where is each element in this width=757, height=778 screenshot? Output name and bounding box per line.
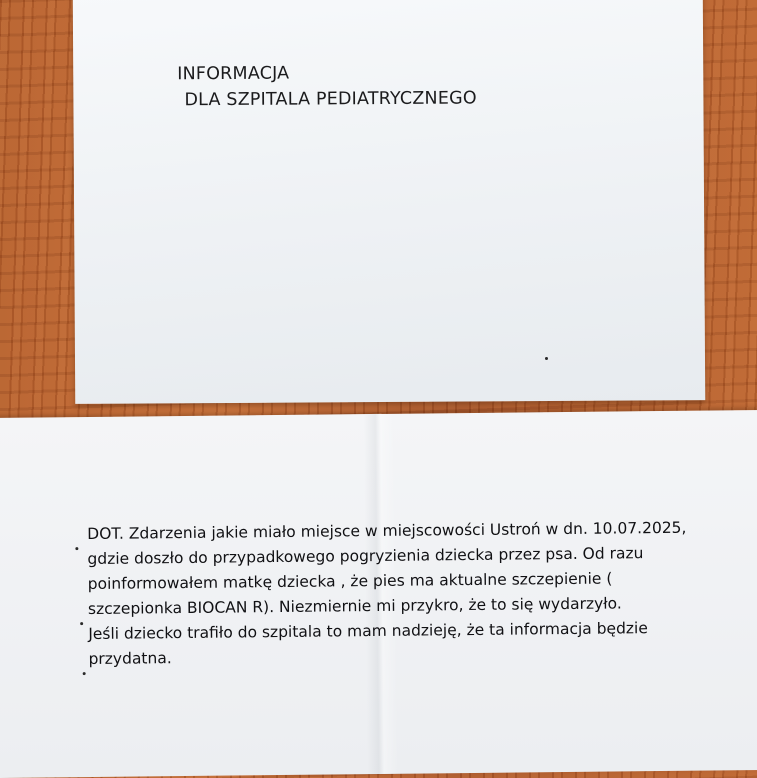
- heading-line-2: DLA SZPITALA PEDIATRYCZNEGO: [184, 88, 477, 111]
- paper-speck: [75, 547, 78, 550]
- bottom-paper-sheet: [0, 410, 757, 778]
- paper-speck: [80, 622, 83, 625]
- top-paper-sheet: [73, 0, 706, 404]
- paper-speck: [545, 357, 548, 360]
- paper-speck: [83, 672, 86, 675]
- notice-paragraph-1: DOT. Zdarzenia jakie miało miejsce w miejscowości Ustroń w dn. 10.07.2025, gdzie doszło do przypadkowego pogryzienia dziecka przez psa. Od razu poinformowałem matkę dziecka , że pies ma aktualne szczepienie ( szczepionka BIOCAN R). Niezmiernie mi przykro, że to się wydarzyło.: [87, 518, 687, 619]
- document-heading: [177, 59, 477, 113]
- notice-body: [87, 516, 699, 672]
- heading-line-1: INFORMACJA: [177, 63, 290, 85]
- notice-paragraph-2: Jeśli dziecko trafiło do szpitala to mam nadzieję, że ta informacja będzie przydatna.: [88, 619, 648, 669]
